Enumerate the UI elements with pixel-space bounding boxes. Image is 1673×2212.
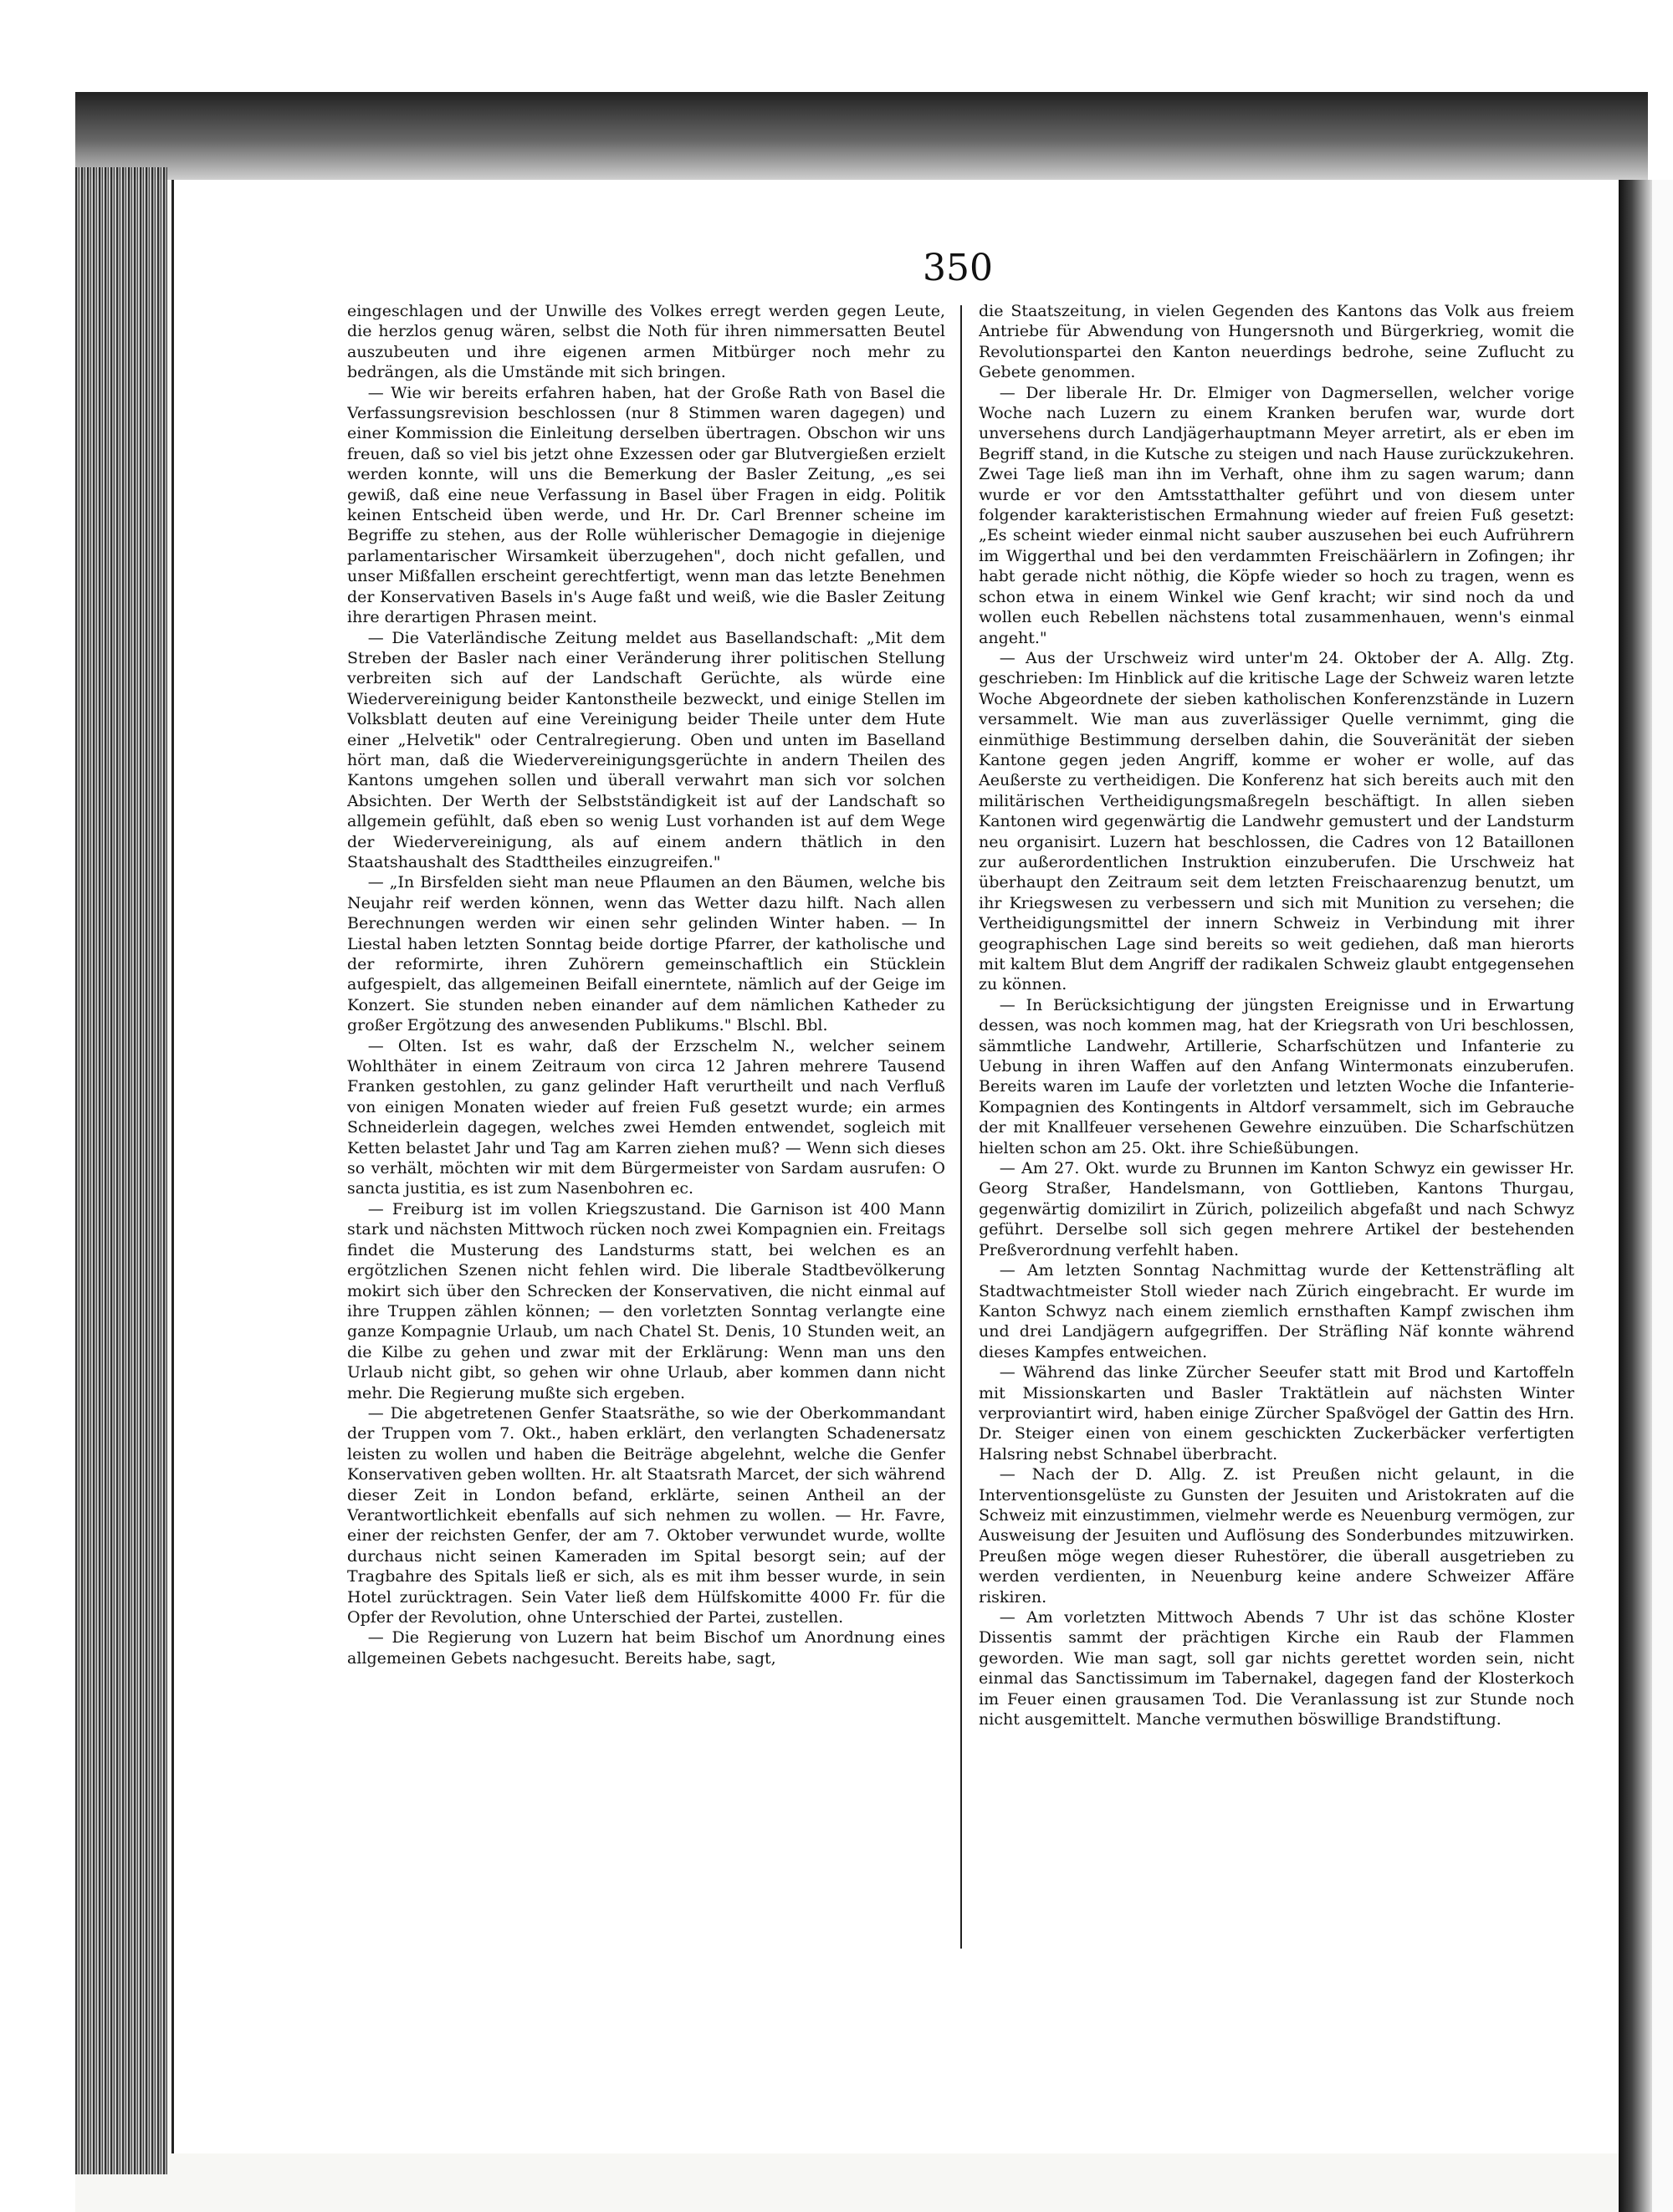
article-paragraph: — Der liberale Hr. Dr. Elmiger von Dagmersellen, welcher vorige Woche nach Luzern zu einem Kranken berufen war, wurde dort unversehens durch Landjägerhauptmann Meyer arretirt, als er eben im Begriff stand, in die Kutsche zu steigen und nach Hause zurückzukehren. Zwei Tage ließ man ihn im Verhaft, ohne ihm zu sagen warum; dann wurde er vor den Amtsstatthalter geführt und von diesem unter folgender karakteristischen Ermahnung wieder auf freien Fuß gesetzt: „Es scheint wieder einmal nicht sauber auszusehen bei euch Aufrührern im Wiggerthal und bei den verdammten Freischäärlern in Zofingen; ihr habt gerade nicht nöthig, die Köpfe wieder so hoch zu tragen, wenn es schon etwa in einem Winkel wie Genf kracht; wir sind noch da und wollen euch Rebellen nächstens total zusammenhauen, wenn's einmal angeht." bbox=[979, 383, 1574, 647]
article-paragraph: eingeschlagen und der Unwille des Volkes erregt werden gegen Leute, die herzlos genug wären, selbst die Noth für ihren nimmersatten Beutel auszubeuten und ihre eigenen armen Mitbürger noch mehr zu bedrängen, als die Umstände mit sich bringen. bbox=[347, 302, 945, 382]
article-paragraph: — Olten. Ist es wahr, daß der Erzschelm N., welcher seinem Wohlthäter in einem Zeitraum von circa 12 Jahren mehrere Tausend Franken gestohlen, zu ganz gelinder Haft verurtheilt und nach Verfluß von einigen Monaten wieder auf freien Fuß gesetzt wurde; ein armes Schneiderlein dagegen, welches zwei Hemden entwendet, sogleich mit Ketten belastet Jahr und Tag am Karren ziehen muß? — Wenn sich dieses so verhält, möchten wir mit dem Bürgermeister von Sardam ausrufen: O sancta justitia, es ist zum Nasenbohren ec. bbox=[347, 1036, 945, 1198]
article-paragraph: — Wie wir bereits erfahren haben, hat der Große Rath von Basel die Verfassungsrevision beschlossen (nur 8 Stimmen waren dagegen) und einer Kommission die Einleitung derselben übertragen. Obschon wir uns freuen, daß so viel bis jetzt ohne Exzessen oder gar Blutvergießen erzielt werden konnte, will uns die Bemerkung der Basler Zeitung, „es sei gewiß, daß eine neue Verfassung in Basel über Fragen in eidg. Politik keinen Entscheid üben werde, und Hr. Dr. Carl Brenner scheine im Begriffe zu stehen, aus der Rolle wühlerischer Demagogie in diejenige parlamentarischer Wirsamkeit überzugehen", doch nicht gefallen, und unser Mißfallen erscheint gerechtfertigt, wenn man das letzte Benehmen der Konservativen Basels in's Auge faßt und weiß, wie die Basler Zeitung ihre derartigen Phrasen meint. bbox=[347, 383, 945, 627]
article-paragraph: — Die Regierung von Luzern hat beim Bischof um Anordnung eines allgemeinen Gebets nachgesucht. Bereits habe, sagt, bbox=[347, 1628, 945, 1668]
article-paragraph: — Die Vaterländische Zeitung meldet aus Basellandschaft: „Mit dem Streben der Basler nach einer Veränderung ihrer politischen Stellung verbreiten sich auf der Landschaft Gerüchte, als würde eine Wiedervereinigung beider Kantonstheile bezweckt, und einige Stellen im Volksblatt deuten auf eine Vereinigung beider Theile unter dem Hute einer „Helvetik" oder Centralregierung. Oben und unten im Baselland hört man, daß die Wiedervereinigungsgerüchte in andern Theilen des Kantons umgehen sollen und überall verwahrt man sich vor solchen Absichten. Der Werth der Selbstständigkeit ist auf der Landschaft so allgemein gefühlt, daß eben so wenig Lust vorhanden ist auf dem Wege der Wiedervereinigung, als auf einem andern thätlich in den Staatshaushalt des Stadttheiles einzugreifen." bbox=[347, 628, 945, 871]
article-paragraph: — Aus der Urschweiz wird unter'm 24. Oktober der A. Allg. Ztg. geschrieben: Im Hinblick auf die kritische Lage der Schweiz waren letzte Woche Abgeordnete der sieben katholischen Konferenzstände in Luzern versammelt. Wie man aus zuverlässiger Quelle vernimmt, ging die einmüthige Bestimmung derselben dahin, die Souveränität der sieben Kantone gegen jeden Angriff, komme er woher er wolle, auf das Aeußerste zu vertheidigen. Die Konferenz hat sich bereits auch mit den militärischen Vertheidigungsmaßregeln beschäftigt. In allen sieben Kantonen wird gegenwärtig die Landwehr gemustert und der Landsturm neu organisirt. Luzern hat beschlossen, die Cadres von 12 Bataillonen zur außerordentlichen Instruktion einzuberufen. Die Urschweiz hat überhaupt den Zeitraum seit dem letzten Freischaarenzug benutzt, um ihr Kriegswesen zu verbessern und sich mit Munition zu versehen; die Vertheidigungsmittel der innern Schweiz in Verbindung mit ihrer geographischen Lage sind bereits so weit gediehen, daß man hierorts mit kaltem Blut dem Angriff der radikalen Schweiz glaubt entgegensehen zu können. bbox=[979, 648, 1574, 994]
right-column bbox=[979, 301, 1574, 1974]
left-column bbox=[347, 301, 945, 1974]
article-paragraph: — „In Birsfelden sieht man neue Pflaumen an den Bäumen, welche bis Neujahr reif werden können, wenn das Wetter dazu hilft. Nach allen Berechnungen werden wir einen sehr gelinden Winter haben. — In Liestal haben letzten Sonntag beide dortige Pfarrer, der katholische und der reformirte, ihren Zuhörern gemeinschaftlich ein Stücklein aufgespielt, das allgemeinen Beifall einerntete, nämlich auf der Geige im Konzert. Sie stunden neben einander auf dem nämlichen Katheder zu großer Ergötzung des anwesenden Publikums." Blschl. Bbl. bbox=[347, 873, 945, 1035]
article-paragraph: — Am letzten Sonntag Nachmittag wurde der Kettensträfling alt Stadtwachtmeister Stoll wieder nach Zürich eingebracht. Er wurde im Kanton Schwyz nach einem ziemlich ernsthaften Kampf zwischen ihm und drei Landjägern aufgegriffen. Der Sträfling Näf konnte während dieses Kampfes entweichen. bbox=[979, 1261, 1574, 1361]
article-paragraph: — Die abgetretenen Genfer Staatsräthe, so wie der Oberkommandant der Truppen vom 7. Okt., haben erklärt, den verlangten Schadenersatz leisten zu wollen und haben die Beiträge abgelehnt, welche die Genfer Konservativen geben wollten. Hr. alt Staatsrath Marcet, der sich während dieser Zeit in London befand, erklärte, seinen Antheil an der Verantwortlichkeit ebenfalls auf sich nehmen zu wollen. — Hr. Favre, einer der reichsten Genfer, der am 7. Oktober verwundet wurde, wollte durchaus nicht seinen Kameraden im Spital besorgt sein; auf der Tragbahre des Spitals ließ er sich, als es mit ihm besser wurde, in sein Hotel zurücktragen. Sein Vater ließ dem Hülfskomitte 4000 Fr. für die Opfer der Revolution, ohne Unterschied der Partei, zustellen. bbox=[347, 1403, 945, 1627]
article-paragraph: — Während das linke Zürcher Seeufer statt mit Brod und Kartoffeln mit Missionskarten und Basler Traktätlein auf nächsten Winter verproviantirt wird, haben einige Zürcher Spaßvögel der Gattin des Hrn. Dr. Steiger einen von einem geschickten Zuckerbäcker verfertigten Halsring nebst Schnabel überbracht. bbox=[979, 1363, 1574, 1464]
article-paragraph: — In Berücksichtigung der jüngsten Ereignisse und in Erwartung dessen, was noch kommen mag, hat der Kriegsrath von Uri beschlossen, sämmtliche Landwehr, Artillerie, Scharfschützen und Infanterie zu Uebung in ihren Waffen auf den Anfang Wintermonats einzuberufen. Bereits waren im Laufe der vorletzten und letzten Woche die Infanterie-Kompagnien des Kontingents in Altdorf versammelt, sich im Gebrauche der mit Knallfeuer versehenen Gewehre einzuüben. Die Scharfschützen hielten schon am 25. Okt. ihre Schießübungen. bbox=[979, 995, 1574, 1157]
book-gutter-shadow bbox=[1619, 180, 1652, 2212]
article-paragraph: — Am 27. Okt. wurde zu Brunnen im Kanton Schwyz ein gewisser Hr. Georg Straßer, Handelsmann, von Gottlieben, Kantons Thurgau, gegenwärtig domizilirt in Zürich, polizeilich abgefaßt und nach Schwyz geführt. Derselbe soll sich gegen mehrere Artikel der bestehenden Preßverordnung verfehlt haben. bbox=[979, 1159, 1574, 1259]
scan-top-shadow bbox=[75, 92, 1648, 180]
book-page-edges bbox=[75, 167, 167, 2174]
column-divider bbox=[960, 305, 962, 1949]
article-paragraph: — Nach der D. Allg. Z. ist Preußen nicht gelaunt, in die Interventionsgelüste zu Gunsten der Jesuiten und Aristokraten auf die Schweiz mit einzustimmen, vielmehr werde es Neuenburg vermögen, zur Ausweisung der Jesuiten und Auflösung des Sonderbundes mitzuwirken. Preußen möge wegen dieser Ruhestörer, die überall ausgetrieben zu werden verdienten, in Neuenburg keine andere Schweizer Affäre riskiren. bbox=[979, 1465, 1574, 1607]
article-paragraph: die Staatszeitung, in vielen Gegenden des Kantons das Volk aus freiem Antriebe für Abwendung von Hungersnoth und Bürgerkrieg, womit die Revolutionspartei den Kanton neuerdings bedrohe, seine Zuflucht zu Gebete genommen. bbox=[979, 302, 1574, 382]
article-paragraph: — Freiburg ist im vollen Kriegszustand. Die Garnison ist 400 Mann stark und nächsten Mittwoch rücken noch zwei Kompagnien ein. Freitags findet die Musterung des Landsturms statt, bei welchen es an ergötzlichen Szenen nicht fehlen wird. Die liberale Stadtbevölkerung mokirt sich über den Schrecken der Konservativen, die nicht einmal auf ihre Truppen zählen können; — den vorletzten Sonntag verlangte eine ganze Kompagnie Urlaub, um nach Chatel St. Denis, 10 Stunden weit, an die Kilbe zu gehen und zwar mit der Erklärung: Wenn man uns den Urlaub nicht gibt, so gehen wir ohne Urlaub, aber kommen dann nicht mehr. Die Regierung mußte sich ergeben. bbox=[347, 1199, 945, 1402]
article-paragraph: — Am vorletzten Mittwoch Abends 7 Uhr ist das schöne Kloster Dissentis sammt der prächtigen Kirche ein Raub der Flammen geworden. Wie man sagt, soll gar nichts gerettet worden sein, nicht einmal das Sanctissimum im Tabernakel, dagegen fand der Klosterkoch im Feuer einen grausamen Tod. Die Veranlassung ist zur Stunde noch nicht ausgemittelt. Manche vermuthen böswillige Brandstiftung. bbox=[979, 1608, 1574, 1729]
page-number: 350 bbox=[923, 247, 993, 289]
next-page-edge bbox=[1652, 180, 1673, 2212]
